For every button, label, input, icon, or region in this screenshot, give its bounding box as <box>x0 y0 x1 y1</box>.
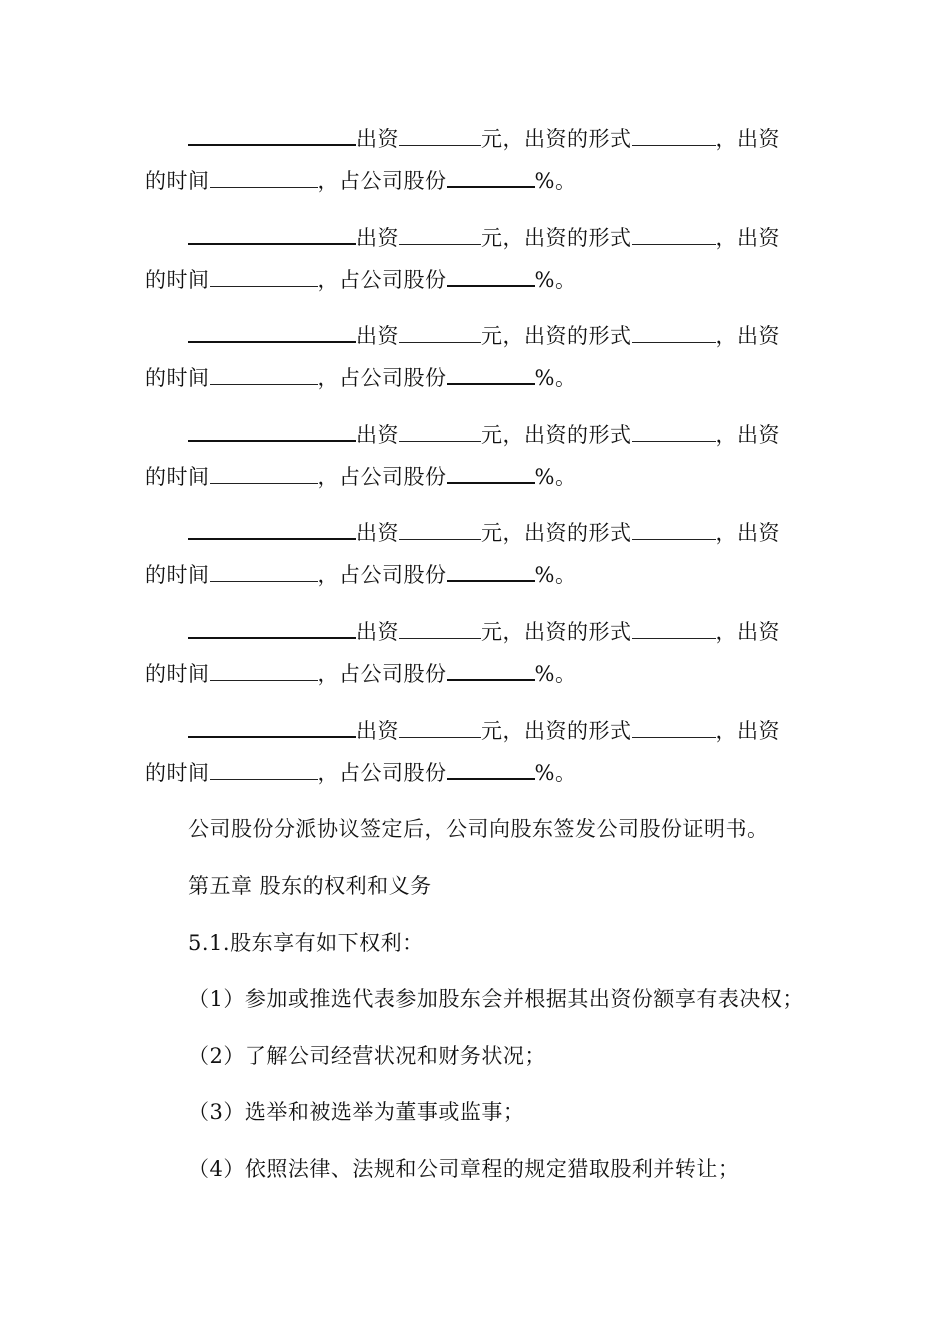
shareholder-entry-line-1 <box>188 420 780 449</box>
percent-blank[interactable] <box>447 363 535 385</box>
shareholder-name-blank[interactable] <box>188 617 356 639</box>
amount-blank[interactable] <box>399 322 481 343</box>
yuan-form-text: 元，出资的形式 <box>481 620 632 644</box>
form-blank[interactable] <box>632 618 716 639</box>
time-blank[interactable] <box>210 266 318 287</box>
amount-blank[interactable] <box>399 519 481 540</box>
comma-contribute-text: ，出资 <box>715 226 780 250</box>
right-item-3: （3）选举和被选举为董事或监事； <box>188 1100 525 1124</box>
shareholder-name-blank[interactable] <box>188 321 356 343</box>
contribute-text: 出资 <box>356 324 399 348</box>
percent-text: %。 <box>534 169 577 193</box>
comma-contribute-text: ，出资 <box>715 620 780 644</box>
chapter-heading: 第五章 股东的权利和义务 <box>188 874 432 898</box>
time-blank[interactable] <box>210 759 318 780</box>
share-text: ，占公司股份 <box>317 761 447 785</box>
form-blank[interactable] <box>632 519 716 540</box>
shareholder-entry-line-2 <box>145 166 576 195</box>
shareholder-entry-line-1 <box>188 223 780 252</box>
time-text: 的时间 <box>145 761 210 785</box>
shareholder-entry-line-1 <box>188 617 780 646</box>
contribute-text: 出资 <box>356 423 399 447</box>
form-blank[interactable] <box>632 322 716 343</box>
contribute-text: 出资 <box>356 521 399 545</box>
percent-blank[interactable] <box>447 265 535 287</box>
form-blank[interactable] <box>632 224 716 245</box>
percent-blank[interactable] <box>447 758 535 780</box>
comma-contribute-text: ，出资 <box>715 423 780 447</box>
share-text: ，占公司股份 <box>317 366 447 390</box>
comma-contribute-text: ，出资 <box>715 719 780 743</box>
time-text: 的时间 <box>145 662 210 686</box>
percent-blank[interactable] <box>447 560 535 582</box>
amount-blank[interactable] <box>399 125 481 146</box>
shareholder-entry-line-1 <box>188 518 780 547</box>
share-text: ，占公司股份 <box>317 662 447 686</box>
shareholder-name-blank[interactable] <box>188 716 356 738</box>
percent-text: %。 <box>534 268 577 292</box>
yuan-form-text: 元，出资的形式 <box>481 324 632 348</box>
percent-blank[interactable] <box>447 659 535 681</box>
yuan-form-text: 元，出资的形式 <box>481 423 632 447</box>
shareholder-entry-line-2 <box>145 659 576 688</box>
right-item-2: （2）了解公司经营状况和财务状况； <box>188 1044 546 1068</box>
yuan-form-text: 元，出资的形式 <box>481 719 632 743</box>
percent-text: %。 <box>534 465 577 489</box>
comma-contribute-text: ，出资 <box>715 324 780 348</box>
shareholder-name-blank[interactable] <box>188 124 356 146</box>
yuan-form-text: 元，出资的形式 <box>481 127 632 151</box>
time-text: 的时间 <box>145 268 210 292</box>
percent-text: %。 <box>534 761 577 785</box>
shareholder-entry-line-1 <box>188 716 780 745</box>
share-text: ，占公司股份 <box>317 169 447 193</box>
share-text: ，占公司股份 <box>317 465 447 489</box>
time-text: 的时间 <box>145 465 210 489</box>
shareholder-entry-line-2 <box>145 462 576 491</box>
comma-contribute-text: ，出资 <box>715 127 780 151</box>
time-blank[interactable] <box>210 463 318 484</box>
form-blank[interactable] <box>632 717 716 738</box>
amount-blank[interactable] <box>399 618 481 639</box>
contribute-text: 出资 <box>356 226 399 250</box>
comma-contribute-text: ，出资 <box>715 521 780 545</box>
yuan-form-text: 元，出资的形式 <box>481 226 632 250</box>
certificate-paragraph: 公司股份分派协议签定后，公司向股东签发公司股份证明书。 <box>188 817 769 841</box>
time-text: 的时间 <box>145 169 210 193</box>
amount-blank[interactable] <box>399 717 481 738</box>
shareholder-entry-line-2 <box>145 265 576 294</box>
shareholder-entry-line-2 <box>145 560 576 589</box>
shareholder-name-blank[interactable] <box>188 518 356 540</box>
time-blank[interactable] <box>210 660 318 681</box>
shareholder-entry-line-1 <box>188 321 780 350</box>
amount-blank[interactable] <box>399 224 481 245</box>
time-text: 的时间 <box>145 563 210 587</box>
percent-blank[interactable] <box>447 462 535 484</box>
contribute-text: 出资 <box>356 719 399 743</box>
shareholder-name-blank[interactable] <box>188 223 356 245</box>
time-blank[interactable] <box>210 561 318 582</box>
shareholder-entry-line-1 <box>188 124 780 153</box>
right-item-1: （1）参加或推选代表参加股东会并根据其出资份额享有表决权； <box>188 987 804 1011</box>
shareholder-name-blank[interactable] <box>188 420 356 442</box>
percent-text: %。 <box>534 366 577 390</box>
time-blank[interactable] <box>210 167 318 188</box>
percent-text: %。 <box>534 662 577 686</box>
shareholder-entry-line-2 <box>145 363 576 392</box>
yuan-form-text: 元，出资的形式 <box>481 521 632 545</box>
contribute-text: 出资 <box>356 127 399 151</box>
amount-blank[interactable] <box>399 421 481 442</box>
form-blank[interactable] <box>632 421 716 442</box>
shareholder-entry-line-2 <box>145 758 576 787</box>
right-item-4: （4）依照法律、法规和公司章程的规定猎取股利并转让； <box>188 1157 740 1181</box>
share-text: ，占公司股份 <box>317 563 447 587</box>
percent-blank[interactable] <box>447 166 535 188</box>
percent-text: %。 <box>534 563 577 587</box>
contribute-text: 出资 <box>356 620 399 644</box>
time-text: 的时间 <box>145 366 210 390</box>
section-heading: 5.1.股东享有如下权利： <box>188 931 424 955</box>
time-blank[interactable] <box>210 364 318 385</box>
form-blank[interactable] <box>632 125 716 146</box>
share-text: ，占公司股份 <box>317 268 447 292</box>
